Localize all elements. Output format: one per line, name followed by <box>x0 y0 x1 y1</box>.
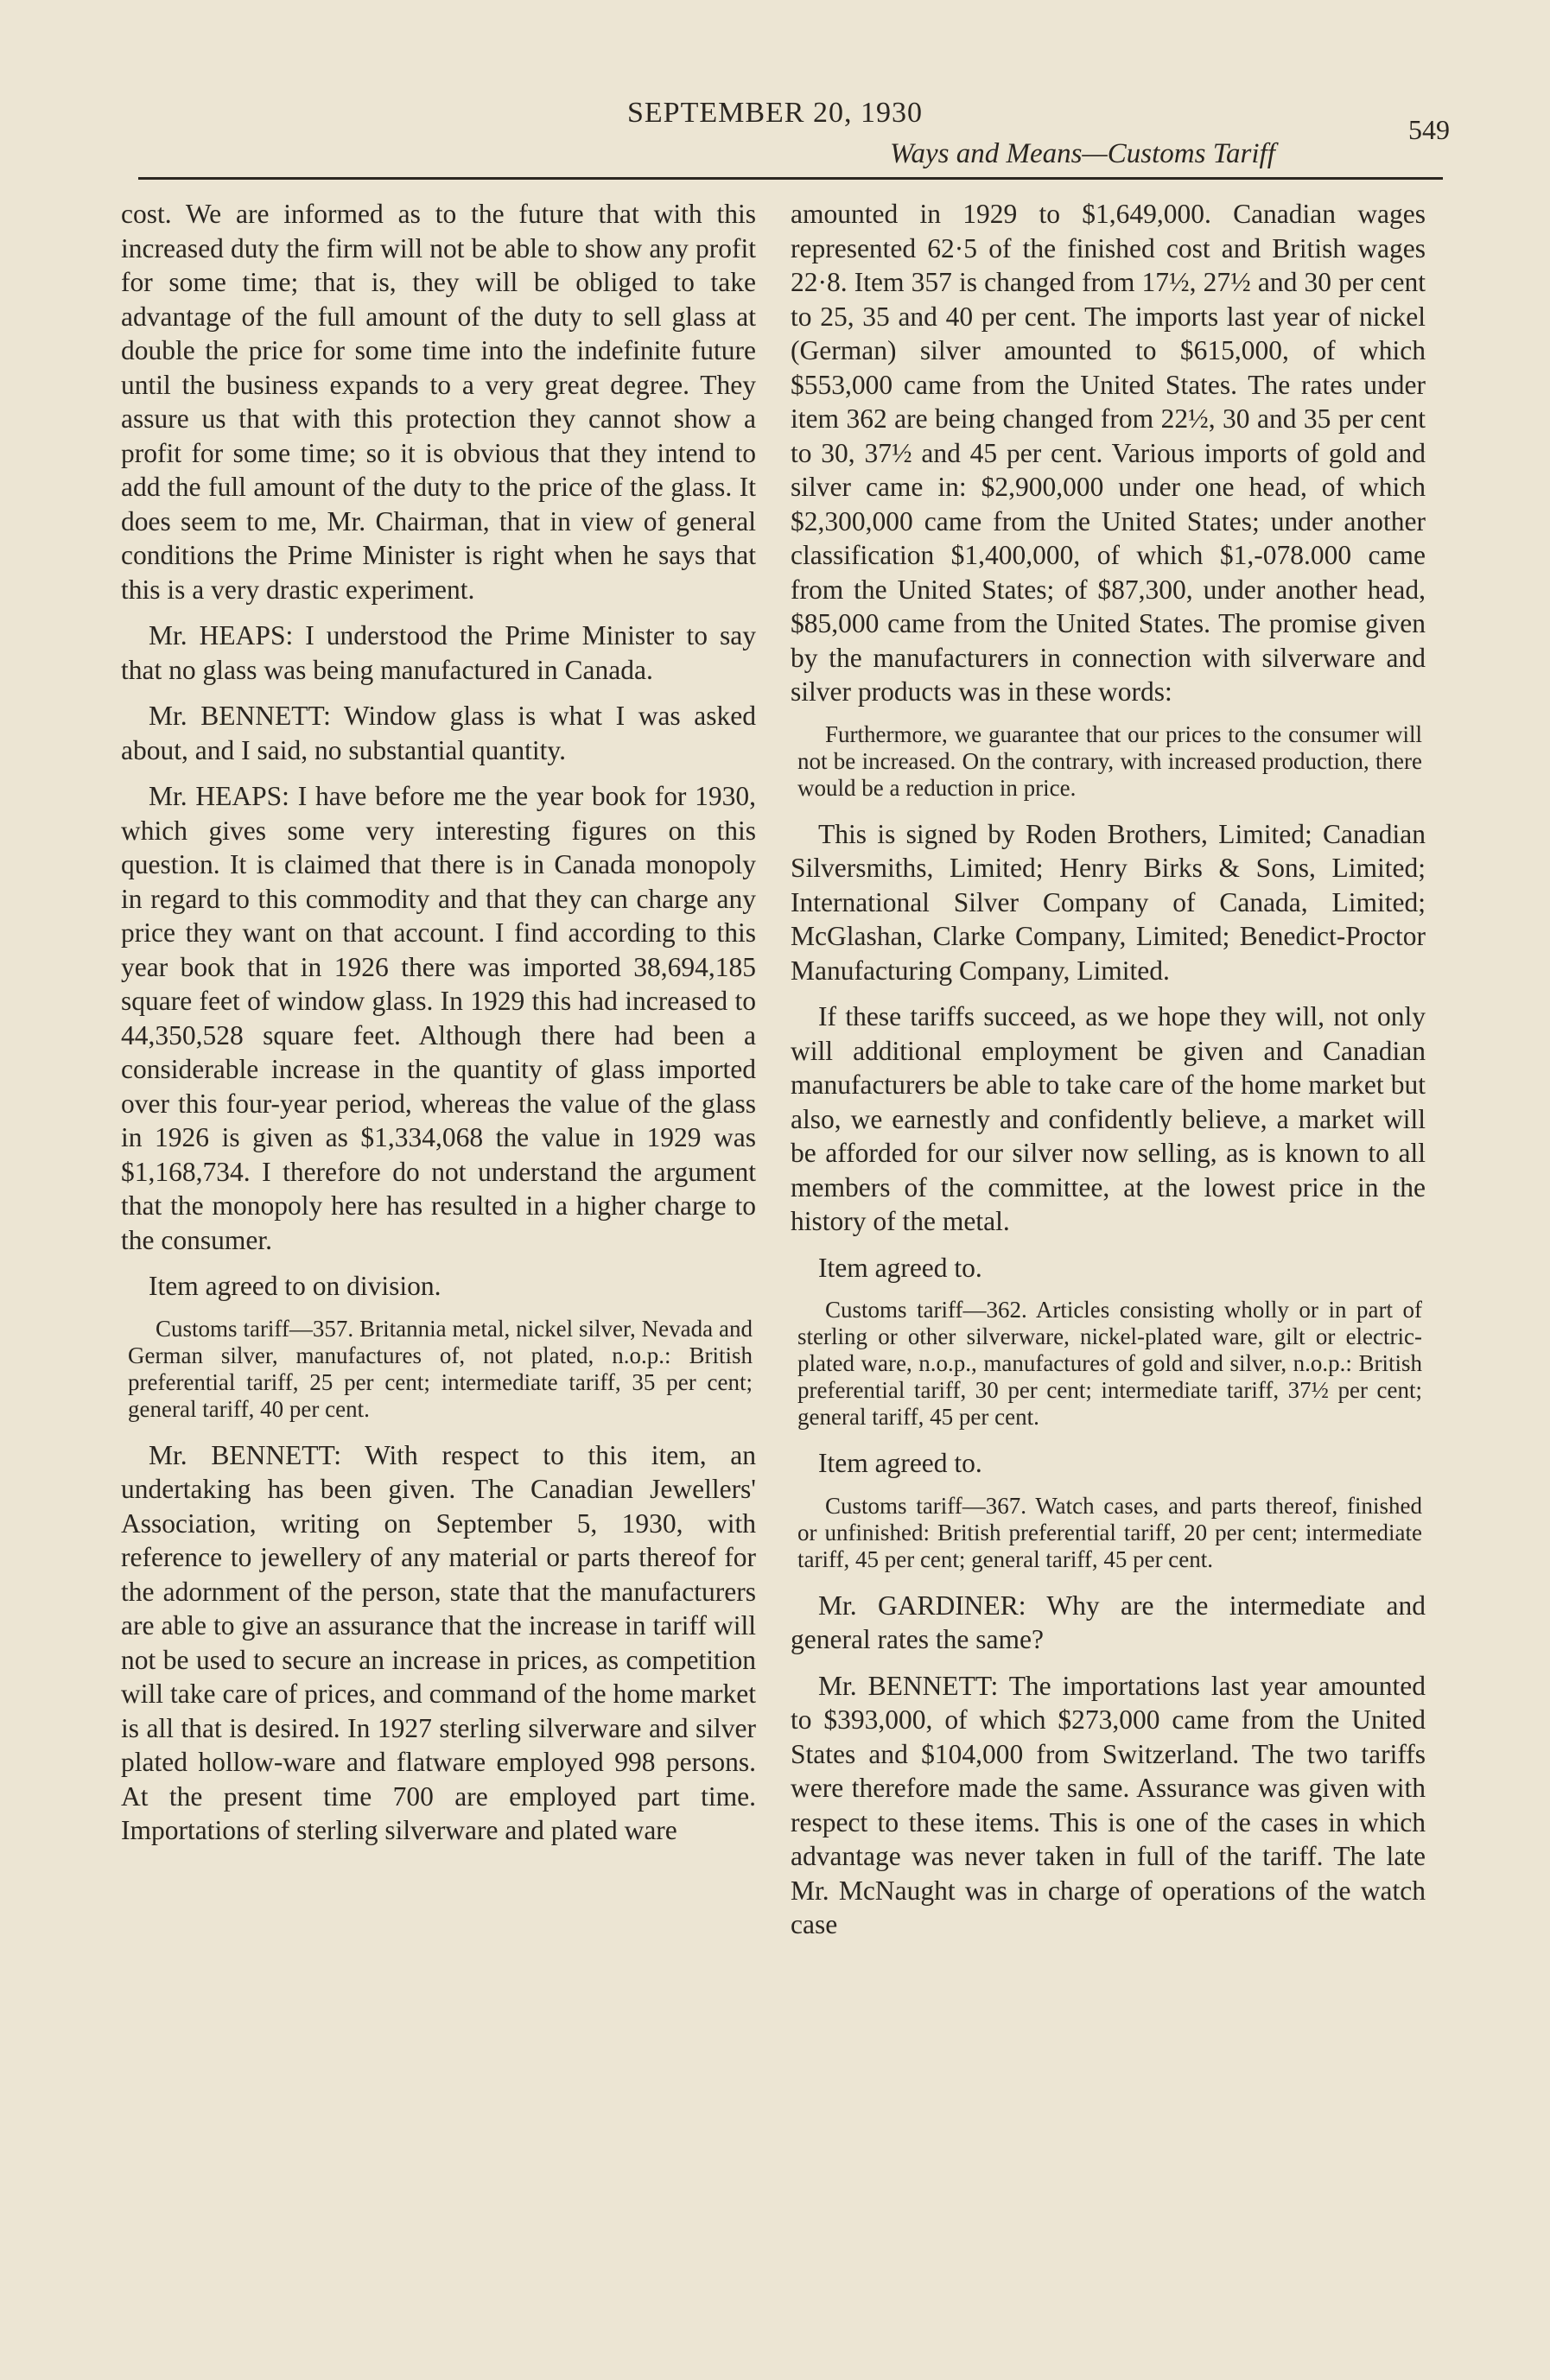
tariff-item: Customs tariff—362. Articles consisting wholly or in part of sterling or other silverware, nickel-plated ware, gilt or electric-plated ware, n.o.p., manufactures of gold and silver, n.o.p.: British preferential tariff, 30 per cent; intermediate tariff, 37½ per cent; general tariff, 45 per cent. <box>797 1297 1422 1430</box>
section-title: Ways and Means—Customs Tariff <box>890 138 1275 169</box>
paragraph: Mr. BENNETT: Window glass is what I was asked about, and I said, no substantial quantity. <box>121 701 756 765</box>
page-number: 549 <box>1408 114 1450 145</box>
paragraph: This is signed by Roden Brothers, Limited; Canadian Silversmiths, Limited; Henry Birks & Sons, Limited; International Silver Company of Canada, Limited; McGlashan, Clarke Company, Limited; Benedict-Proctor Manufacturing Company, Limited. <box>791 818 1426 986</box>
paragraph: Mr. BENNETT: With respect to this item, an undertaking has been given. The Canadian Jewellers' Association, writing on September 5, 1930, with reference to jewellery of any material or parts thereof for the adornment of the person, state that the manufacturers are able to give an assurance that the increase in tariff will not be used to secure an increase in prices, as competition will take care of prices, and command of the home market is all that is desired. In 1927 sterling silverware and silver plated hollow-ware and flatware employed 998 persons. At the present time 700 are employed part time. Importations of sterling silverware and plated ware <box>121 1439 756 1845</box>
right-column <box>791 197 1426 1954</box>
paragraph: Mr. HEAPS: I have before me the year book for 1930, which gives some very interesting figures on this question. It is claimed that there is in Canada monopoly in regard to this commodity and that they can charge any price they want on that account. I find according to this year book that in 1926 there was imported 38,694,185 square feet of window glass. In 1929 this had increased to 44,350,528 square feet. Although there had been a considerable increase in the quantity of glass imported over this four-year period, whereas the value of the glass in 1926 is given as $1,334,068 the value in 1929 was $1,168,734. I therefore do not understand the argument that the monopoly here has resulted in a higher charge to the consumer. <box>121 781 756 1255</box>
header-rule <box>138 177 1443 180</box>
item-agreed: Item agreed to. <box>818 1252 982 1283</box>
item-agreed: Item agreed to on division. <box>149 1271 441 1301</box>
tariff-item: Customs tariff—367. Watch cases, and parts thereof, finished or unfinished: British preferential tariff, 20 per cent; intermediate tariff, 45 per cent; general tariff, 45 per cent. <box>797 1492 1422 1572</box>
paragraph: If these tariffs succeed, as we hope they will, not only will additional employment be given and Canadian manufacturers be able to take care of the home market but also, we earnestly and confidently believe, a market will be afforded for our silver now selling, as is known to all members of the committee, at the lowest price in the history of the metal. <box>791 1001 1426 1236</box>
item-agreed: Item agreed to. <box>818 1448 982 1478</box>
paragraph: cost. We are informed as to the future that with this increased duty the firm will not be able to show any profit for some time; that is, they will be obliged to take advantage of the full amount of the duty to sell glass at double the price for some time into the indefinite future until the business expands to a very great degree. They assure us that with this protection they cannot show a profit for some time; so it is obvious that they intend to add the full amount of the duty to the price of the glass. It does seem to me, Mr. Chairman, that in view of general conditions the Prime Minister is right when he says that this is a very drastic experiment. <box>121 199 756 605</box>
header-date: SEPTEMBER 20, 1930 <box>627 97 923 129</box>
left-column <box>121 197 756 1860</box>
paragraph: Mr. BENNETT: The importations last year amounted to $393,000, of which $273,000 came from the United States and $104,000 from Switzerland. The two tariffs were therefore made the same. Assurance was given with respect to these items. This is one of the cases in which advantage was never taken in full of the tariff. The late Mr. McNaught was in charge of operations of the watch case <box>791 1670 1426 1939</box>
tariff-item: Customs tariff—357. Britannia metal, nickel silver, Nevada and German silver, manufactures of, not plated, n.o.p.: British preferential tariff, 25 per cent; intermediate tariff, 35 per cent; general tariff, 40 per cent. <box>128 1315 753 1422</box>
paragraph: Mr. GARDINER: Why are the intermediate and general rates the same? <box>791 1590 1426 1654</box>
block-quote: Furthermore, we guarantee that our prices to the consumer will not be increased. On the contrary, with increased production, there would be a reduction in price. <box>797 720 1422 801</box>
paragraph: Mr. HEAPS: I understood the Prime Minister to say that no glass was being manufactured in Canada. <box>121 620 756 685</box>
paragraph: amounted in 1929 to $1,649,000. Canadian wages represented 62·5 of the finished cost and British wages 22·8. Item 357 is changed from 17½, 27½ and 30 per cent to 25, 35 and 40 per cent. The imports last year of nickel (German) silver amounted to $615,000, of which $553,000 came from the United States. The rates under item 362 are being changed from 22½, 30 and 35 per cent to 30, 37½ and 45 per cent. Various imports of gold and silver came in: $2,900,000 under one head, of which $2,300,000 came from the United States; under another classification $1,400,000, of which $1,-078.000 came from the United States; of $87,300, under another head, $85,000 came from the United States. The promise given by the manufacturers in connection with silverware and silver products was in these words: <box>791 199 1426 707</box>
